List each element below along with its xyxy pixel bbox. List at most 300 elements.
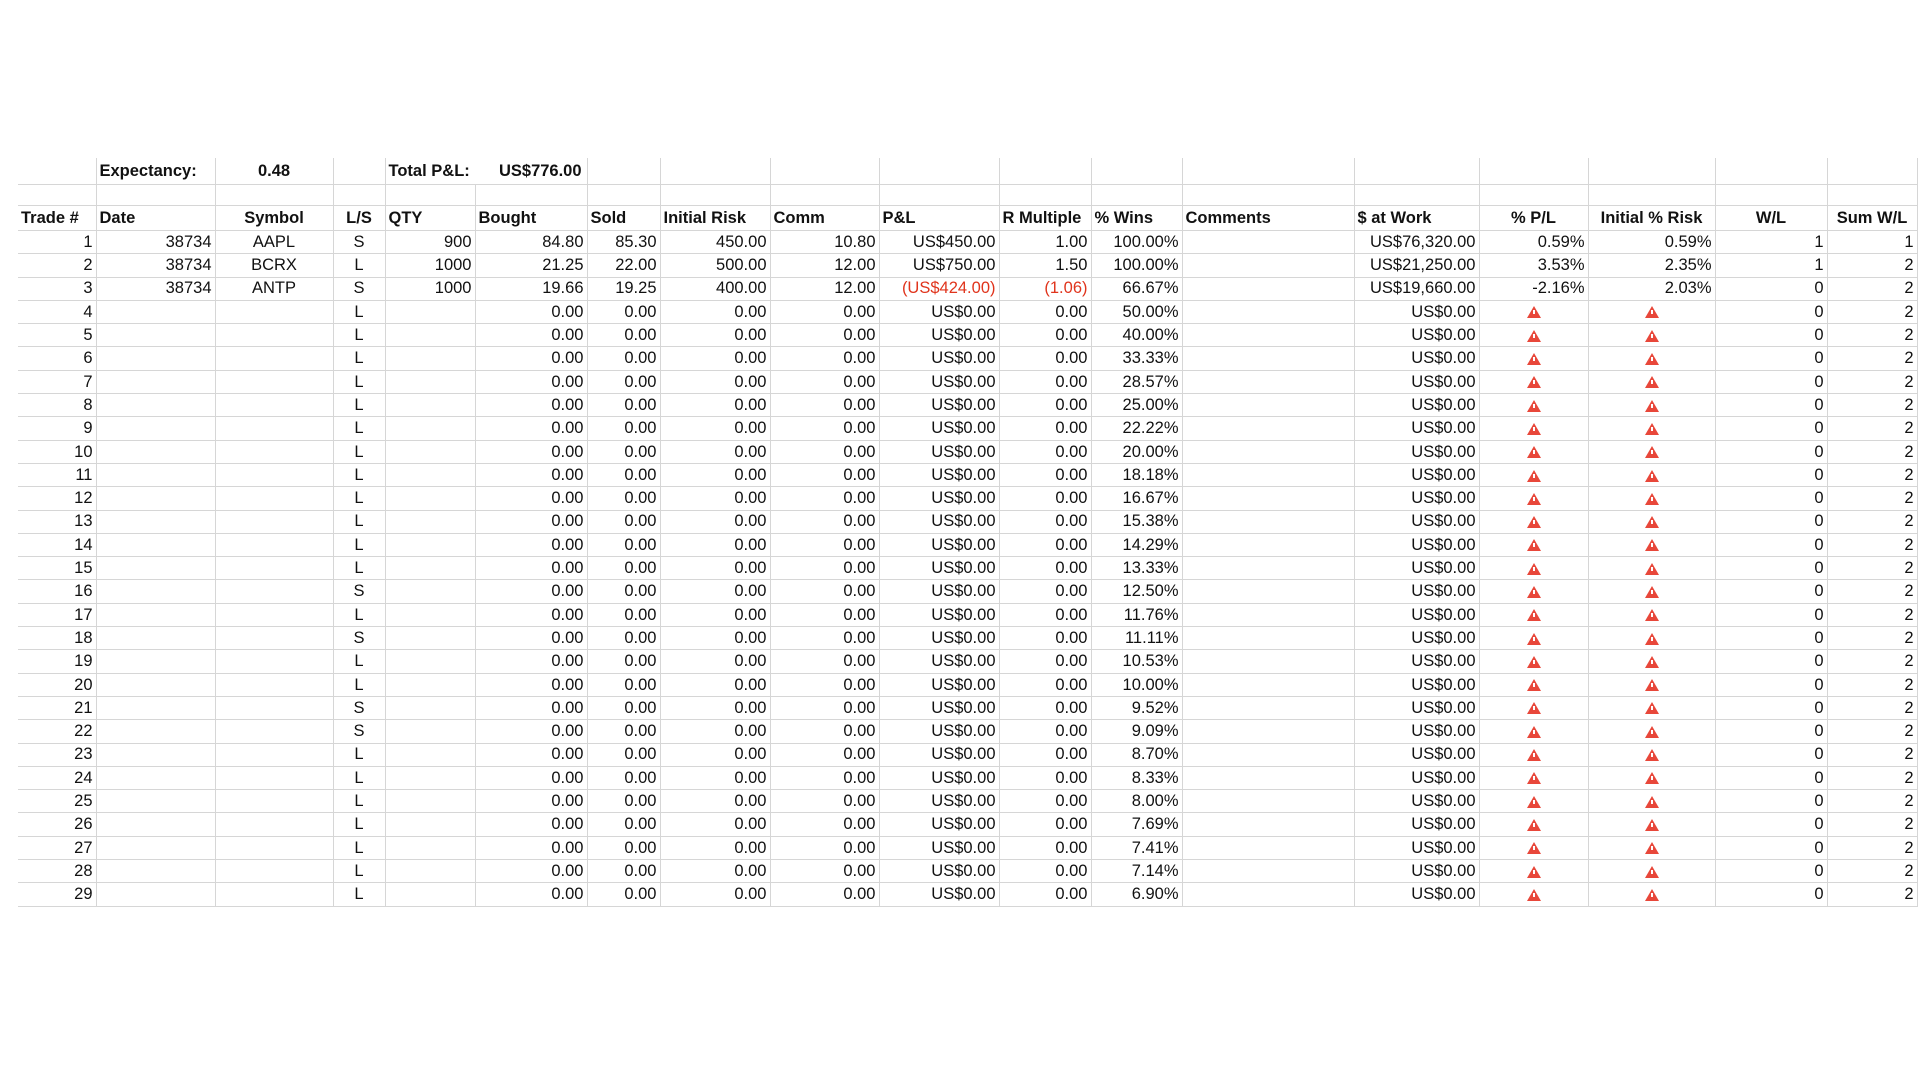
table-cell[interactable]: 2 <box>1827 813 1917 836</box>
table-cell[interactable]: 6.90% <box>1091 883 1182 906</box>
table-cell[interactable] <box>96 766 215 789</box>
table-cell[interactable] <box>1588 487 1715 510</box>
table-cell[interactable] <box>215 463 333 486</box>
table-cell[interactable]: 0.00 <box>475 394 587 417</box>
table-cell[interactable]: 0 <box>1715 790 1827 813</box>
cell[interactable] <box>1354 158 1479 185</box>
table-cell[interactable]: S <box>333 696 385 719</box>
table-cell[interactable] <box>1182 603 1354 626</box>
table-cell[interactable]: 0.00 <box>770 627 879 650</box>
table-cell[interactable]: 0.00 <box>660 650 770 673</box>
table-cell[interactable]: 0.00 <box>660 533 770 556</box>
table-cell[interactable] <box>215 510 333 533</box>
table-cell[interactable]: 2 <box>1827 417 1917 440</box>
table-cell[interactable]: 21 <box>18 696 96 719</box>
table-cell[interactable]: 0.00 <box>660 370 770 393</box>
table-cell[interactable]: 0.00 <box>770 347 879 370</box>
table-cell[interactable] <box>215 720 333 743</box>
table-cell[interactable]: 1000 <box>385 254 475 277</box>
table-cell[interactable] <box>1588 463 1715 486</box>
table-cell[interactable]: 0.00 <box>660 440 770 463</box>
table-cell[interactable]: 0.00 <box>660 510 770 533</box>
table-cell[interactable]: -2.16% <box>1479 277 1588 300</box>
table-cell[interactable]: 0.00 <box>587 673 660 696</box>
table-cell[interactable]: 0.00 <box>660 696 770 719</box>
table-cell[interactable]: US$0.00 <box>879 860 999 883</box>
table-cell[interactable]: 1 <box>1715 254 1827 277</box>
cell[interactable] <box>333 158 385 185</box>
table-cell[interactable]: 0.00 <box>999 650 1091 673</box>
table-cell[interactable] <box>385 440 475 463</box>
table-cell[interactable]: 2 <box>1827 650 1917 673</box>
table-cell[interactable]: US$0.00 <box>879 627 999 650</box>
table-cell[interactable]: 0.00 <box>770 417 879 440</box>
table-cell[interactable]: 0 <box>1715 627 1827 650</box>
table-cell[interactable]: 0 <box>1715 813 1827 836</box>
table-cell[interactable]: 16.67% <box>1091 487 1182 510</box>
column-header-date[interactable]: Date <box>96 206 215 231</box>
table-cell[interactable]: 0.00 <box>587 580 660 603</box>
table-cell[interactable]: S <box>333 277 385 300</box>
table-cell[interactable]: 0.00 <box>770 836 879 859</box>
table-cell[interactable]: 0.00 <box>587 440 660 463</box>
table-cell[interactable]: 2 <box>1827 324 1917 347</box>
column-header-qty[interactable]: QTY <box>385 206 475 231</box>
column-header-at-work[interactable]: $ at Work <box>1354 206 1479 231</box>
table-cell[interactable]: 0.00 <box>660 580 770 603</box>
table-cell[interactable] <box>96 394 215 417</box>
table-cell[interactable]: 0.00 <box>999 300 1091 323</box>
column-header-p-l[interactable]: % P/L <box>1479 206 1588 231</box>
table-cell[interactable]: 0.00 <box>770 463 879 486</box>
table-cell[interactable] <box>385 860 475 883</box>
table-cell[interactable]: 2 <box>1827 440 1917 463</box>
table-cell[interactable]: 9.52% <box>1091 696 1182 719</box>
table-cell[interactable]: 0.00 <box>770 720 879 743</box>
table-cell[interactable] <box>1182 627 1354 650</box>
table-cell[interactable]: 2 <box>1827 743 1917 766</box>
table-cell[interactable] <box>215 696 333 719</box>
table-cell[interactable]: 0.00 <box>999 533 1091 556</box>
table-cell[interactable]: US$0.00 <box>1354 627 1479 650</box>
table-cell[interactable]: 13.33% <box>1091 557 1182 580</box>
table-cell[interactable]: 3.53% <box>1479 254 1588 277</box>
table-cell[interactable]: 27 <box>18 836 96 859</box>
table-cell[interactable]: 2 <box>1827 394 1917 417</box>
table-cell[interactable] <box>385 790 475 813</box>
table-cell[interactable]: 6 <box>18 347 96 370</box>
table-cell[interactable]: 0.00 <box>475 417 587 440</box>
table-cell[interactable]: 18.18% <box>1091 463 1182 486</box>
table-cell[interactable]: 0.00 <box>770 533 879 556</box>
table-cell[interactable]: 0.00 <box>660 487 770 510</box>
table-cell[interactable]: US$0.00 <box>1354 743 1479 766</box>
table-cell[interactable]: US$0.00 <box>879 440 999 463</box>
table-cell[interactable]: 0 <box>1715 603 1827 626</box>
table-cell[interactable] <box>1479 417 1588 440</box>
table-cell[interactable]: 12.50% <box>1091 580 1182 603</box>
table-cell[interactable] <box>1479 813 1588 836</box>
table-cell[interactable]: 2 <box>1827 673 1917 696</box>
cell[interactable] <box>770 158 879 185</box>
table-cell[interactable] <box>215 813 333 836</box>
table-cell[interactable] <box>1182 790 1354 813</box>
table-cell[interactable]: US$0.00 <box>1354 720 1479 743</box>
table-cell[interactable]: 12.00 <box>770 277 879 300</box>
cell[interactable] <box>1827 158 1917 185</box>
table-cell[interactable]: 0.00 <box>660 836 770 859</box>
table-cell[interactable] <box>215 883 333 906</box>
table-cell[interactable]: US$0.00 <box>1354 766 1479 789</box>
table-cell[interactable]: 11.11% <box>1091 627 1182 650</box>
table-cell[interactable] <box>1479 766 1588 789</box>
table-cell[interactable]: 19 <box>18 650 96 673</box>
table-cell[interactable]: 0.00 <box>770 860 879 883</box>
table-cell[interactable] <box>215 300 333 323</box>
table-cell[interactable]: L <box>333 557 385 580</box>
table-cell[interactable]: 2 <box>1827 883 1917 906</box>
table-cell[interactable] <box>385 510 475 533</box>
table-cell[interactable]: 66.67% <box>1091 277 1182 300</box>
table-cell[interactable]: 0.00 <box>587 696 660 719</box>
table-cell[interactable]: 0.00 <box>660 557 770 580</box>
table-cell[interactable]: 0.00 <box>999 557 1091 580</box>
table-cell[interactable]: 0.00 <box>999 627 1091 650</box>
table-cell[interactable]: 2 <box>1827 720 1917 743</box>
table-cell[interactable]: US$750.00 <box>879 254 999 277</box>
table-cell[interactable] <box>1588 440 1715 463</box>
table-cell[interactable]: L <box>333 254 385 277</box>
table-cell[interactable]: US$0.00 <box>1354 300 1479 323</box>
table-cell[interactable] <box>1182 696 1354 719</box>
column-header-bought[interactable]: Bought <box>475 206 587 231</box>
table-cell[interactable]: 40.00% <box>1091 324 1182 347</box>
table-cell[interactable] <box>96 324 215 347</box>
table-cell[interactable]: US$0.00 <box>1354 673 1479 696</box>
cell[interactable] <box>1479 185 1588 206</box>
table-cell[interactable]: 0 <box>1715 580 1827 603</box>
table-cell[interactable]: 2 <box>1827 603 1917 626</box>
table-cell[interactable]: 7.14% <box>1091 860 1182 883</box>
table-cell[interactable]: 2 <box>1827 277 1917 300</box>
table-cell[interactable]: 38734 <box>96 231 215 254</box>
table-cell[interactable]: 8.00% <box>1091 790 1182 813</box>
table-cell[interactable] <box>385 580 475 603</box>
table-cell[interactable]: US$0.00 <box>1354 440 1479 463</box>
table-cell[interactable] <box>215 790 333 813</box>
table-cell[interactable] <box>1182 463 1354 486</box>
cell[interactable] <box>1354 185 1479 206</box>
table-cell[interactable] <box>1588 813 1715 836</box>
table-cell[interactable]: 1 <box>1827 231 1917 254</box>
table-cell[interactable]: 2 <box>1827 860 1917 883</box>
column-header-initial-risk[interactable]: Initial % Risk <box>1588 206 1715 231</box>
table-cell[interactable]: 7.69% <box>1091 813 1182 836</box>
table-cell[interactable]: 0.00 <box>587 417 660 440</box>
table-cell[interactable]: 0.00 <box>475 510 587 533</box>
cell[interactable] <box>475 185 587 206</box>
table-cell[interactable] <box>1182 254 1354 277</box>
table-cell[interactable]: US$0.00 <box>879 743 999 766</box>
table-cell[interactable]: 0 <box>1715 766 1827 789</box>
table-cell[interactable] <box>385 603 475 626</box>
table-cell[interactable]: L <box>333 510 385 533</box>
table-cell[interactable]: 0.00 <box>999 487 1091 510</box>
table-cell[interactable]: 0.00 <box>999 673 1091 696</box>
table-cell[interactable]: 8.33% <box>1091 766 1182 789</box>
table-cell[interactable]: 0.00 <box>475 836 587 859</box>
table-cell[interactable] <box>385 533 475 556</box>
table-cell[interactable]: 0.00 <box>475 580 587 603</box>
table-cell[interactable] <box>1479 696 1588 719</box>
table-cell[interactable] <box>1479 836 1588 859</box>
table-cell[interactable]: 0.00 <box>770 300 879 323</box>
table-cell[interactable]: 0.00 <box>999 860 1091 883</box>
table-cell[interactable]: 0.00 <box>770 487 879 510</box>
table-cell[interactable]: 0.00 <box>999 347 1091 370</box>
table-cell[interactable]: 3 <box>18 277 96 300</box>
table-cell[interactable] <box>1479 370 1588 393</box>
column-header-p-l[interactable]: P&L <box>879 206 999 231</box>
cell[interactable] <box>1715 185 1827 206</box>
table-cell[interactable] <box>385 650 475 673</box>
table-cell[interactable] <box>1479 557 1588 580</box>
table-cell[interactable]: 0.00 <box>475 650 587 673</box>
table-cell[interactable]: 0 <box>1715 347 1827 370</box>
table-cell[interactable]: L <box>333 860 385 883</box>
table-cell[interactable]: 0.00 <box>475 673 587 696</box>
table-cell[interactable]: S <box>333 231 385 254</box>
table-cell[interactable]: 0.00 <box>475 883 587 906</box>
table-cell[interactable]: US$0.00 <box>1354 417 1479 440</box>
table-cell[interactable]: 2 <box>1827 580 1917 603</box>
table-cell[interactable]: 2 <box>1827 790 1917 813</box>
table-cell[interactable]: L <box>333 417 385 440</box>
table-cell[interactable]: US$0.00 <box>1354 603 1479 626</box>
table-cell[interactable] <box>1588 580 1715 603</box>
table-cell[interactable]: 22 <box>18 720 96 743</box>
table-cell[interactable]: 0.00 <box>587 510 660 533</box>
table-cell[interactable]: 0.00 <box>475 370 587 393</box>
table-cell[interactable]: 0.59% <box>1588 231 1715 254</box>
table-cell[interactable]: 2 <box>1827 510 1917 533</box>
table-cell[interactable]: 1.50 <box>999 254 1091 277</box>
table-cell[interactable]: 0.00 <box>999 790 1091 813</box>
cell[interactable] <box>1091 158 1182 185</box>
table-cell[interactable]: 0 <box>1715 720 1827 743</box>
table-cell[interactable]: 33.33% <box>1091 347 1182 370</box>
table-cell[interactable]: 2 <box>1827 557 1917 580</box>
table-cell[interactable] <box>96 370 215 393</box>
table-cell[interactable]: 7 <box>18 370 96 393</box>
table-cell[interactable]: US$0.00 <box>1354 324 1479 347</box>
table-cell[interactable] <box>215 627 333 650</box>
table-cell[interactable] <box>385 743 475 766</box>
table-cell[interactable] <box>1182 673 1354 696</box>
table-cell[interactable]: 0.00 <box>999 510 1091 533</box>
table-cell[interactable]: 0.00 <box>999 836 1091 859</box>
table-cell[interactable] <box>1479 720 1588 743</box>
table-cell[interactable]: 4 <box>18 300 96 323</box>
table-cell[interactable]: US$0.00 <box>879 463 999 486</box>
table-cell[interactable]: 0 <box>1715 487 1827 510</box>
table-cell[interactable]: 0.00 <box>770 394 879 417</box>
table-cell[interactable]: 10.53% <box>1091 650 1182 673</box>
table-cell[interactable] <box>385 766 475 789</box>
table-cell[interactable]: 0.00 <box>475 813 587 836</box>
table-cell[interactable] <box>1479 580 1588 603</box>
table-cell[interactable] <box>96 533 215 556</box>
table-cell[interactable]: 0.00 <box>475 766 587 789</box>
table-cell[interactable]: 0.00 <box>475 860 587 883</box>
table-cell[interactable]: 0.00 <box>587 790 660 813</box>
table-cell[interactable]: S <box>333 580 385 603</box>
table-cell[interactable]: 2 <box>1827 370 1917 393</box>
table-cell[interactable]: (US$424.00) <box>879 277 999 300</box>
table-cell[interactable]: 21.25 <box>475 254 587 277</box>
table-cell[interactable] <box>1182 883 1354 906</box>
table-cell[interactable] <box>1182 580 1354 603</box>
cell[interactable] <box>1715 158 1827 185</box>
table-cell[interactable]: 0 <box>1715 650 1827 673</box>
table-cell[interactable]: 0.00 <box>770 790 879 813</box>
table-cell[interactable]: US$0.00 <box>879 417 999 440</box>
cell[interactable] <box>770 185 879 206</box>
table-cell[interactable] <box>1588 696 1715 719</box>
table-cell[interactable]: 23 <box>18 743 96 766</box>
table-cell[interactable]: 0.00 <box>770 603 879 626</box>
table-cell[interactable] <box>215 743 333 766</box>
table-cell[interactable] <box>215 650 333 673</box>
table-cell[interactable]: US$0.00 <box>1354 883 1479 906</box>
table-cell[interactable] <box>1182 417 1354 440</box>
table-cell[interactable]: 10.00% <box>1091 673 1182 696</box>
table-cell[interactable]: 0.00 <box>999 696 1091 719</box>
table-cell[interactable] <box>1182 650 1354 673</box>
table-cell[interactable] <box>1182 510 1354 533</box>
cell[interactable] <box>215 185 333 206</box>
table-cell[interactable]: 500.00 <box>660 254 770 277</box>
cell[interactable] <box>660 158 770 185</box>
table-cell[interactable]: US$0.00 <box>879 813 999 836</box>
table-cell[interactable]: 100.00% <box>1091 254 1182 277</box>
table-cell[interactable]: 11.76% <box>1091 603 1182 626</box>
cell[interactable] <box>1479 158 1588 185</box>
table-cell[interactable] <box>385 557 475 580</box>
column-header-trade[interactable]: Trade # <box>18 206 96 231</box>
table-cell[interactable] <box>1479 860 1588 883</box>
table-cell[interactable] <box>96 813 215 836</box>
table-cell[interactable] <box>96 603 215 626</box>
table-cell[interactable]: US$0.00 <box>1354 650 1479 673</box>
table-cell[interactable]: US$0.00 <box>1354 533 1479 556</box>
table-cell[interactable]: US$0.00 <box>1354 463 1479 486</box>
table-cell[interactable]: 0.00 <box>660 627 770 650</box>
table-cell[interactable]: 0.00 <box>587 813 660 836</box>
column-header-sold[interactable]: Sold <box>587 206 660 231</box>
table-cell[interactable] <box>96 510 215 533</box>
table-cell[interactable] <box>385 347 475 370</box>
table-cell[interactable]: 0 <box>1715 370 1827 393</box>
table-cell[interactable]: 0 <box>1715 417 1827 440</box>
table-cell[interactable]: 25 <box>18 790 96 813</box>
table-cell[interactable] <box>1479 347 1588 370</box>
table-cell[interactable]: L <box>333 603 385 626</box>
table-cell[interactable]: 20 <box>18 673 96 696</box>
table-cell[interactable] <box>1479 883 1588 906</box>
table-cell[interactable]: 0 <box>1715 743 1827 766</box>
total-pl-label-cell[interactable] <box>385 158 587 185</box>
table-cell[interactable] <box>96 487 215 510</box>
table-cell[interactable]: 0.00 <box>999 883 1091 906</box>
cell[interactable] <box>999 185 1091 206</box>
table-cell[interactable]: 0.00 <box>475 487 587 510</box>
table-cell[interactable] <box>96 696 215 719</box>
table-cell[interactable]: 0.00 <box>770 673 879 696</box>
table-cell[interactable]: 0.00 <box>770 813 879 836</box>
table-cell[interactable]: 20.00% <box>1091 440 1182 463</box>
table-cell[interactable]: 0 <box>1715 696 1827 719</box>
table-cell[interactable]: US$0.00 <box>1354 347 1479 370</box>
table-cell[interactable] <box>96 557 215 580</box>
table-cell[interactable]: (1.06) <box>999 277 1091 300</box>
table-cell[interactable]: 0.00 <box>475 324 587 347</box>
table-cell[interactable] <box>1182 836 1354 859</box>
table-cell[interactable]: 0.00 <box>587 557 660 580</box>
table-cell[interactable] <box>1588 324 1715 347</box>
table-cell[interactable] <box>96 440 215 463</box>
table-cell[interactable]: 2 <box>1827 836 1917 859</box>
table-cell[interactable]: 0.00 <box>999 813 1091 836</box>
table-cell[interactable] <box>1588 557 1715 580</box>
table-cell[interactable]: US$0.00 <box>879 650 999 673</box>
table-cell[interactable]: 0.00 <box>660 347 770 370</box>
table-cell[interactable] <box>1588 743 1715 766</box>
table-cell[interactable] <box>1479 487 1588 510</box>
table-cell[interactable]: US$0.00 <box>1354 836 1479 859</box>
table-cell[interactable]: 1 <box>18 231 96 254</box>
table-cell[interactable]: 0 <box>1715 510 1827 533</box>
cell[interactable] <box>333 185 385 206</box>
table-cell[interactable] <box>96 463 215 486</box>
table-cell[interactable]: 1.00 <box>999 231 1091 254</box>
table-cell[interactable] <box>1588 370 1715 393</box>
table-cell[interactable] <box>215 394 333 417</box>
table-cell[interactable]: 14.29% <box>1091 533 1182 556</box>
table-cell[interactable]: 0.00 <box>660 463 770 486</box>
table-cell[interactable]: 0.00 <box>587 487 660 510</box>
table-cell[interactable] <box>1182 324 1354 347</box>
table-cell[interactable]: L <box>333 487 385 510</box>
table-cell[interactable]: US$0.00 <box>879 370 999 393</box>
table-cell[interactable]: US$0.00 <box>1354 860 1479 883</box>
table-cell[interactable]: 0.00 <box>475 440 587 463</box>
table-cell[interactable]: 13 <box>18 510 96 533</box>
table-cell[interactable]: 0 <box>1715 533 1827 556</box>
table-cell[interactable]: 26 <box>18 813 96 836</box>
table-cell[interactable]: 0 <box>1715 463 1827 486</box>
table-cell[interactable] <box>96 743 215 766</box>
table-cell[interactable] <box>385 883 475 906</box>
table-cell[interactable]: 0.00 <box>660 603 770 626</box>
table-cell[interactable]: 2 <box>1827 627 1917 650</box>
table-cell[interactable]: 2 <box>1827 347 1917 370</box>
column-header-initial-risk[interactable]: Initial Risk <box>660 206 770 231</box>
table-cell[interactable]: 0.00 <box>660 766 770 789</box>
table-cell[interactable]: 0.00 <box>660 883 770 906</box>
table-cell[interactable]: US$0.00 <box>879 580 999 603</box>
table-cell[interactable] <box>1479 650 1588 673</box>
